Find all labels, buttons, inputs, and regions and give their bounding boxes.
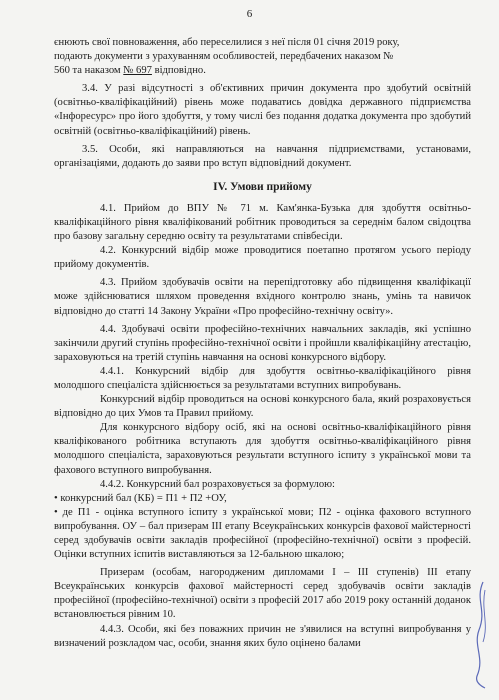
text-line: відповідно. [151, 65, 206, 77]
paragraph-4-4-2: 4.4.2. Конкурсний бал розраховується за формулою: [100, 478, 336, 490]
paragraph-4-4-1: 4.4.1. Конкурсний відбір для здобуття освітньо-кваліфікаційного рівня молодшого спеціаліста здійснюється за результатами вступних випробувань. [54, 365, 471, 391]
paragraph-4-4-2-b: • де П1 - оцінка вступного іспиту з української мови; П2 - оцінка фахового вступного випробування. ОУ – бал призерам III етапу Всеукраїнських конкурсів фахової майстерності серед здобувачів освіти закладів професійної (професійно-технічної) освіти з професій. Оцінки вступних іспитів виставляються за 12-бальною шкалою; [54, 506, 471, 561]
text-line: подають документи з урахуванням особливостей, передбачених наказом № [54, 51, 394, 63]
text-line: єнюють свої повноваження, або переселилися з неї після 01 січня 2019 року, [54, 37, 400, 48]
paragraph-4-3: 4.3. Прийом здобувачів освіти на перепідготовку або підвищення кваліфікації може здійснюватися шляхом проведення вхідного контролю знань, умінь та навичок відповідно до статті 14 Закону України «Про професійно-технічну освіту». [54, 277, 471, 317]
text-line: 560 та наказом [54, 65, 124, 77]
page-number: 6 [246, 8, 253, 20]
section-title: IV. Умови прийому [213, 180, 312, 193]
paragraph-4-4-2-c: Призерам (особам, нагородженим дипломами I – III ступенів) III етапу Всеукраїнських конкурсів фахової майстерності серед здобувачів освіти закладів професійної (професійно-технічної) освіти з професій 2017 або 2019 року останній доданок встановлюється рівним 10. [54, 567, 471, 621]
paragraph-continuation [54, 36, 471, 78]
paragraph-4-4: 4.4. Здобувачі освіти професійно-технічних навчальних закладів, які успішно закінчили другий ступінь професійно-технічної освіти і пройшли кваліфікаційну атестацію, зараховуються на третій ступінь навчання на основі конкурсного відбору. [54, 323, 471, 363]
paragraph-4-4-3: 4.4.3. Особи, які без поважних причин не з'явилися на вступні випробування у визначений розкладом час, особи, знання яких було оцінено балами [54, 623, 471, 649]
order-link: № 697 [123, 65, 152, 77]
paragraph-3-4: 3.4. У разі відсутності з об'єктивних причин документа про здобутий освітній (освітньо-кваліфікаційний) рівень може подаватись довідка державного підприємства «Інфоресурс» про його здобуття, у тому числі без подання додатка документа про здобутий освітній (освітньо-кваліфікаційний) рівень. [54, 83, 471, 137]
paragraph-3-5: 3.5. Особи, які направляються на навчання підприємствами, установами, організаціями, додають до заяви про вступ відповідний документ. [54, 143, 471, 169]
signature-mark [471, 580, 491, 690]
formula-line: • конкурсний бал (КБ) = П1 + П2 +ОУ, [54, 492, 227, 504]
paragraph-4-4-1-b: Конкурсний відбір проводиться на основі конкурсного бала, який розраховується відповідно до цих Умов та Правил прийому. [54, 394, 471, 420]
paragraph-4-4-1-c: Для конкурсного відбору осіб, які на основі освітньо-кваліфікаційного рівня кваліфікованого робітника вступають для здобуття освітньо-кваліфікаційного рівня молодшого спеціаліста, зараховуються результати вступного іспиту з української мови та фахового вступного випробування. [54, 422, 471, 476]
paragraph-4-1: 4.1. Прийом до ВПУ № 71 м. Кам'янка-Бузька для здобуття освітньо-кваліфікаційного рівня кваліфікований робітник проводиться за середнім балом свідоцтва про базову загальну середню освіту та результатами співбесіди. [54, 202, 471, 243]
paragraph-4-2: 4.2. Конкурсний відбір може проводитися поетапно протягом усього періоду прийому документів. [54, 245, 471, 271]
